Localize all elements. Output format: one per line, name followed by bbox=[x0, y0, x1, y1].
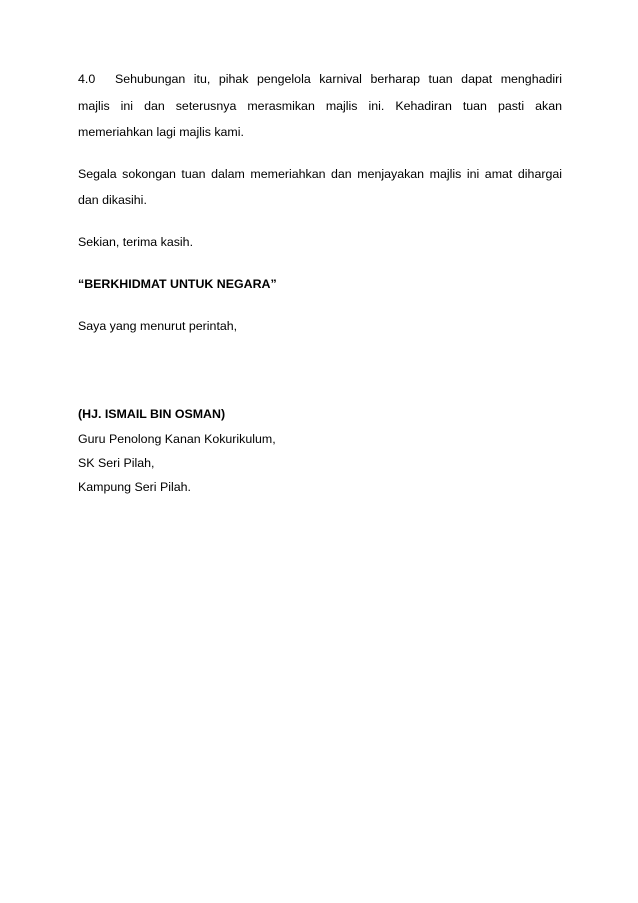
paragraph-number: 4.0 bbox=[78, 72, 96, 86]
paragraph-5-line-1: Segala sokongan tuan dalam memeriahkan dan menjayakan majlis ini amat dihargai bbox=[78, 167, 562, 181]
signatory-title: Guru Penolong Kanan Kokurikulum, bbox=[78, 432, 276, 446]
paragraph-4-line-2: majlis ini dan seterusnya merasmikan majlis ini. Kehadiran tuan pasti akan bbox=[78, 99, 562, 113]
paragraph-5-line-2: dan dikasihi. bbox=[78, 193, 147, 207]
signatory-school: SK Seri Pilah, bbox=[78, 456, 155, 470]
motto: “BERKHIDMAT UNTUK NEGARA” bbox=[78, 277, 277, 291]
signatory-address: Kampung Seri Pilah. bbox=[78, 480, 191, 494]
closing-text: Sekian, terima kasih. bbox=[78, 235, 194, 249]
paragraph-4-line-3: memeriahkan lagi majlis kami. bbox=[78, 125, 244, 139]
paragraph-4-text-1: Sehubungan itu, pihak pengelola karnival berharap tuan dapat menghadiri bbox=[115, 72, 562, 86]
order-line: Saya yang menurut perintah, bbox=[78, 319, 238, 333]
signatory-name: (HJ. ISMAIL BIN OSMAN) bbox=[78, 407, 226, 421]
paragraph-4-line-1 bbox=[78, 72, 562, 87]
